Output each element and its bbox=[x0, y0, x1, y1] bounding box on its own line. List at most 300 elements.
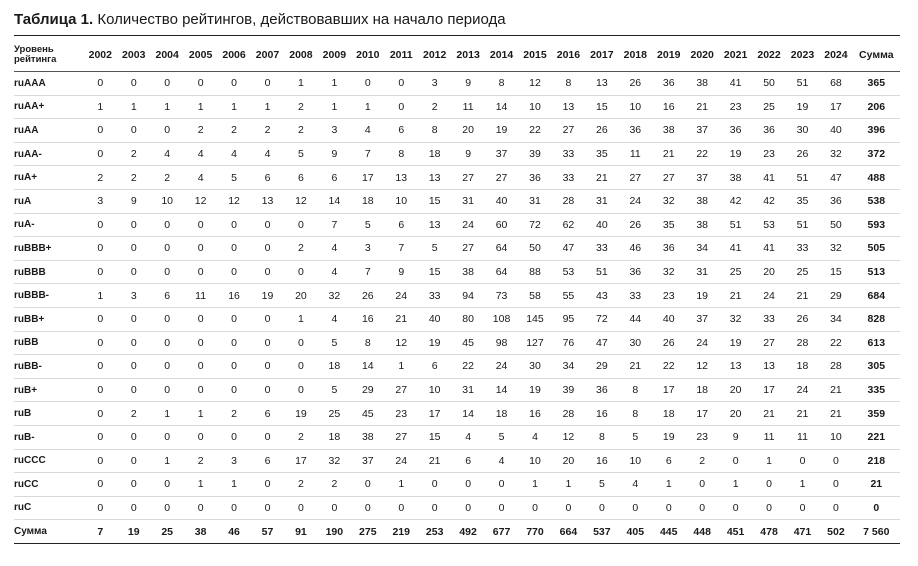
table-cell: 36 bbox=[752, 119, 785, 143]
table-cell: 1 bbox=[284, 72, 317, 96]
table-cell: 5 bbox=[318, 378, 351, 402]
table-cell: 19 bbox=[518, 378, 551, 402]
table-cell: 0 bbox=[552, 496, 585, 520]
table-cell: 22 bbox=[819, 331, 852, 355]
table-cell: 8 bbox=[385, 142, 418, 166]
row-sum-cell: 593 bbox=[853, 213, 900, 237]
table-cell: 445 bbox=[652, 520, 685, 544]
table-cell: 24 bbox=[752, 284, 785, 308]
table-cell: 4 bbox=[351, 119, 384, 143]
table-cell: 37 bbox=[485, 142, 518, 166]
table-cell: 0 bbox=[351, 473, 384, 497]
table-cell: 19 bbox=[719, 142, 752, 166]
table-cell: 0 bbox=[117, 331, 150, 355]
table-cell: 0 bbox=[619, 496, 652, 520]
table-cell: 4 bbox=[217, 142, 250, 166]
table-cell: 4 bbox=[318, 237, 351, 261]
table-cell: 51 bbox=[786, 213, 819, 237]
table-cell: 12 bbox=[685, 355, 718, 379]
table-cell: 0 bbox=[786, 496, 819, 520]
table-cell: 88 bbox=[518, 260, 551, 284]
table-cell: 0 bbox=[184, 496, 217, 520]
table-cell: 0 bbox=[652, 496, 685, 520]
table-cell: 0 bbox=[318, 496, 351, 520]
table-cell: 2 bbox=[117, 142, 150, 166]
column-header-level: Уровень рейтинга bbox=[14, 39, 84, 72]
table-cell: 1 bbox=[752, 449, 785, 473]
table-cell: 0 bbox=[184, 425, 217, 449]
table-cell: 21 bbox=[585, 166, 618, 190]
table-cell: 0 bbox=[485, 496, 518, 520]
row-sum-cell: 538 bbox=[853, 189, 900, 213]
table-cell: 4 bbox=[485, 449, 518, 473]
table-cell: 23 bbox=[719, 95, 752, 119]
table-cell: 0 bbox=[351, 72, 384, 96]
table-cell: 0 bbox=[719, 449, 752, 473]
table-cell: 36 bbox=[585, 378, 618, 402]
row-sum-cell: 513 bbox=[853, 260, 900, 284]
table-cell: 0 bbox=[217, 213, 250, 237]
table-cell: 1 bbox=[318, 95, 351, 119]
table-cell: 0 bbox=[819, 449, 852, 473]
table-cell: 13 bbox=[418, 213, 451, 237]
table-cell: 18 bbox=[652, 402, 685, 426]
table-cell: 41 bbox=[719, 72, 752, 96]
table-cell: 27 bbox=[451, 237, 484, 261]
table-cell: 7 bbox=[318, 213, 351, 237]
table-cell: 1 bbox=[84, 95, 117, 119]
table-cell: 19 bbox=[719, 331, 752, 355]
table-cell: 108 bbox=[485, 307, 518, 331]
table-title-number: Таблица 1. bbox=[14, 11, 94, 28]
column-header-year: 2007 bbox=[251, 39, 284, 72]
table-title bbox=[14, 11, 506, 29]
rating-level-label: ruBB+ bbox=[14, 307, 84, 331]
table-cell: 31 bbox=[518, 189, 551, 213]
table-cell: 16 bbox=[518, 402, 551, 426]
table-cell: 14 bbox=[318, 189, 351, 213]
table-cell: 8 bbox=[418, 119, 451, 143]
table-cell: 0 bbox=[184, 331, 217, 355]
ratings-table bbox=[14, 39, 900, 544]
table-cell: 0 bbox=[117, 449, 150, 473]
table-cell: 19 bbox=[786, 95, 819, 119]
table-cell: 44 bbox=[619, 307, 652, 331]
table-cell: 24 bbox=[485, 355, 518, 379]
table-cell: 0 bbox=[184, 355, 217, 379]
table-cell: 5 bbox=[418, 237, 451, 261]
table-cell: 4 bbox=[318, 260, 351, 284]
row-sum-cell: 0 bbox=[853, 496, 900, 520]
table-cell: 0 bbox=[84, 402, 117, 426]
rating-level-label: ruBBB- bbox=[14, 284, 84, 308]
table-cell: 18 bbox=[418, 142, 451, 166]
table-row bbox=[14, 307, 900, 331]
table-cell: 8 bbox=[585, 425, 618, 449]
table-cell: 677 bbox=[485, 520, 518, 544]
table-cell: 21 bbox=[786, 284, 819, 308]
table-cell: 0 bbox=[84, 119, 117, 143]
table-cell: 16 bbox=[585, 449, 618, 473]
column-header-year: 2019 bbox=[652, 39, 685, 72]
table-cell: 98 bbox=[485, 331, 518, 355]
rating-level-label: ruB- bbox=[14, 425, 84, 449]
table-cell: 2 bbox=[251, 119, 284, 143]
table-cell: 0 bbox=[284, 260, 317, 284]
table-cell: 6 bbox=[418, 355, 451, 379]
table-cell: 6 bbox=[385, 213, 418, 237]
table-cell: 4 bbox=[518, 425, 551, 449]
table-cell: 36 bbox=[819, 189, 852, 213]
row-sum-cell: 206 bbox=[853, 95, 900, 119]
table-cell: 21 bbox=[752, 402, 785, 426]
table-cell: 0 bbox=[485, 473, 518, 497]
table-cell: 35 bbox=[786, 189, 819, 213]
column-header-year: 2016 bbox=[552, 39, 585, 72]
table-cell: 1 bbox=[786, 473, 819, 497]
table-cell: 15 bbox=[585, 95, 618, 119]
table-cell: 0 bbox=[685, 473, 718, 497]
table-cell: 42 bbox=[752, 189, 785, 213]
table-cell: 32 bbox=[318, 284, 351, 308]
table-cell: 21 bbox=[786, 402, 819, 426]
table-cell: 7 bbox=[351, 142, 384, 166]
table-cell: 36 bbox=[719, 119, 752, 143]
table-cell: 2 bbox=[318, 473, 351, 497]
table-cell: 0 bbox=[150, 331, 183, 355]
table-cell: 0 bbox=[418, 496, 451, 520]
row-sum-cell: 359 bbox=[853, 402, 900, 426]
table-cell: 2 bbox=[84, 166, 117, 190]
table-cell: 31 bbox=[585, 189, 618, 213]
table-row bbox=[14, 237, 900, 261]
table-cell: 5 bbox=[284, 142, 317, 166]
table-cell: 27 bbox=[652, 166, 685, 190]
table-row bbox=[14, 142, 900, 166]
table-cell: 40 bbox=[418, 307, 451, 331]
table-cell: 40 bbox=[819, 119, 852, 143]
table-cell: 24 bbox=[385, 284, 418, 308]
table-cell: 2 bbox=[685, 449, 718, 473]
table-cell: 0 bbox=[284, 378, 317, 402]
table-cell: 1 bbox=[518, 473, 551, 497]
table-cell: 0 bbox=[284, 331, 317, 355]
table-cell: 7 bbox=[84, 520, 117, 544]
table-cell: 41 bbox=[752, 166, 785, 190]
table-cell: 13 bbox=[752, 355, 785, 379]
table-cell: 20 bbox=[719, 378, 752, 402]
table-cell: 20 bbox=[752, 260, 785, 284]
table-cell: 1 bbox=[117, 95, 150, 119]
table-cell: 21 bbox=[819, 378, 852, 402]
table-cell: 53 bbox=[752, 213, 785, 237]
table-cell: 1 bbox=[150, 95, 183, 119]
table-cell: 0 bbox=[251, 425, 284, 449]
table-cell: 12 bbox=[217, 189, 250, 213]
table-cell: 37 bbox=[685, 119, 718, 143]
table-cell: 0 bbox=[518, 496, 551, 520]
table-cell: 25 bbox=[150, 520, 183, 544]
table-cell: 91 bbox=[284, 520, 317, 544]
rating-level-label: ruB bbox=[14, 402, 84, 426]
table-cell: 6 bbox=[385, 119, 418, 143]
table-row bbox=[14, 213, 900, 237]
table-cell: 0 bbox=[150, 213, 183, 237]
table-cell: 27 bbox=[619, 166, 652, 190]
column-header-year: 2013 bbox=[451, 39, 484, 72]
table-cell: 0 bbox=[284, 355, 317, 379]
table-row bbox=[14, 166, 900, 190]
table-cell: 1 bbox=[719, 473, 752, 497]
table-cell: 27 bbox=[485, 166, 518, 190]
row-sum-cell: 684 bbox=[853, 284, 900, 308]
table-cell: 53 bbox=[552, 260, 585, 284]
table-cell: 13 bbox=[418, 166, 451, 190]
table-cell: 0 bbox=[117, 237, 150, 261]
table-row bbox=[14, 402, 900, 426]
table-cell: 60 bbox=[485, 213, 518, 237]
column-header-year: 2008 bbox=[284, 39, 317, 72]
table-cell: 127 bbox=[518, 331, 551, 355]
table-cell: 5 bbox=[318, 331, 351, 355]
table-row bbox=[14, 119, 900, 143]
table-cell: 0 bbox=[385, 496, 418, 520]
table-cell: 64 bbox=[485, 237, 518, 261]
table-cell: 22 bbox=[685, 142, 718, 166]
table-cell: 8 bbox=[619, 378, 652, 402]
table-cell: 32 bbox=[652, 189, 685, 213]
table-cell: 35 bbox=[585, 142, 618, 166]
table-cell: 27 bbox=[385, 378, 418, 402]
table-cell: 0 bbox=[150, 260, 183, 284]
table-cell: 24 bbox=[786, 378, 819, 402]
table-title-text: Количество рейтингов, действовавших на начало периода bbox=[93, 11, 506, 28]
table-cell: 19 bbox=[418, 331, 451, 355]
table-cell: 18 bbox=[685, 378, 718, 402]
table-cell: 19 bbox=[652, 425, 685, 449]
row-sum-cell: 335 bbox=[853, 378, 900, 402]
table-cell: 27 bbox=[552, 119, 585, 143]
table-cell: 10 bbox=[518, 95, 551, 119]
table-cell: 0 bbox=[84, 425, 117, 449]
rating-level-label: ruBB bbox=[14, 331, 84, 355]
table-header-row bbox=[14, 39, 900, 72]
table-cell: 1 bbox=[385, 355, 418, 379]
table-cell: 11 bbox=[752, 425, 785, 449]
table-cell: 0 bbox=[117, 355, 150, 379]
table-cell: 12 bbox=[284, 189, 317, 213]
table-row bbox=[14, 331, 900, 355]
table-cell: 33 bbox=[752, 307, 785, 331]
table-cell: 2 bbox=[284, 119, 317, 143]
rating-level-label: ruA+ bbox=[14, 166, 84, 190]
table-cell: 17 bbox=[351, 166, 384, 190]
row-sum-cell: 488 bbox=[853, 166, 900, 190]
table-cell: 0 bbox=[752, 473, 785, 497]
rating-level-label: ruBBB+ bbox=[14, 237, 84, 261]
table-cell: 26 bbox=[652, 331, 685, 355]
column-header-year: 2021 bbox=[719, 39, 752, 72]
row-sum-cell: 396 bbox=[853, 119, 900, 143]
table-cell: 17 bbox=[418, 402, 451, 426]
table-cell: 35 bbox=[652, 213, 685, 237]
table-cell: 0 bbox=[251, 72, 284, 96]
table-cell: 23 bbox=[652, 284, 685, 308]
table-cell: 16 bbox=[652, 95, 685, 119]
table-cell: 38 bbox=[685, 213, 718, 237]
table-cell: 22 bbox=[518, 119, 551, 143]
table-cell: 502 bbox=[819, 520, 852, 544]
table-cell: 0 bbox=[150, 119, 183, 143]
table-cell: 0 bbox=[117, 378, 150, 402]
table-cell: 0 bbox=[84, 378, 117, 402]
table-row bbox=[14, 449, 900, 473]
row-sum-cell: 613 bbox=[853, 331, 900, 355]
table-cell: 40 bbox=[585, 213, 618, 237]
table-cell: 770 bbox=[518, 520, 551, 544]
table-cell: 5 bbox=[351, 213, 384, 237]
table-cell: 31 bbox=[451, 189, 484, 213]
table-cell: 451 bbox=[719, 520, 752, 544]
column-header-year: 2014 bbox=[485, 39, 518, 72]
table-cell: 33 bbox=[418, 284, 451, 308]
rating-level-label: ruB+ bbox=[14, 378, 84, 402]
table-cell: 6 bbox=[251, 166, 284, 190]
table-cell: 448 bbox=[685, 520, 718, 544]
table-cell: 0 bbox=[117, 119, 150, 143]
table-cell: 25 bbox=[719, 260, 752, 284]
table-cell: 12 bbox=[518, 72, 551, 96]
table-cell: 51 bbox=[585, 260, 618, 284]
table-cell: 6 bbox=[251, 449, 284, 473]
table-cell: 0 bbox=[117, 213, 150, 237]
table-cell: 9 bbox=[719, 425, 752, 449]
table-cell: 16 bbox=[217, 284, 250, 308]
column-header-year: 2003 bbox=[117, 39, 150, 72]
table-cell: 7 bbox=[351, 260, 384, 284]
table-cell: 4 bbox=[150, 142, 183, 166]
table-cell: 37 bbox=[685, 166, 718, 190]
table-cell: 29 bbox=[585, 355, 618, 379]
table-cell: 0 bbox=[217, 260, 250, 284]
table-cell: 18 bbox=[318, 425, 351, 449]
table-cell: 17 bbox=[284, 449, 317, 473]
table-cell: 26 bbox=[351, 284, 384, 308]
table-cell: 0 bbox=[251, 213, 284, 237]
table-cell: 39 bbox=[518, 142, 551, 166]
table-cell: 51 bbox=[786, 166, 819, 190]
table-cell: 17 bbox=[685, 402, 718, 426]
table-cell: 16 bbox=[585, 402, 618, 426]
table-cell: 38 bbox=[351, 425, 384, 449]
table-cell: 25 bbox=[752, 95, 785, 119]
table-cell: 2 bbox=[284, 237, 317, 261]
table-cell: 3 bbox=[217, 449, 250, 473]
rating-level-label: ruAAA bbox=[14, 72, 84, 96]
column-header-year: 2004 bbox=[150, 39, 183, 72]
table-cell: 29 bbox=[819, 284, 852, 308]
table-cell: 22 bbox=[652, 355, 685, 379]
table-cell: 0 bbox=[217, 496, 250, 520]
table-cell: 23 bbox=[752, 142, 785, 166]
table-cell: 8 bbox=[552, 72, 585, 96]
rating-level-label: ruCC bbox=[14, 473, 84, 497]
table-cell: 14 bbox=[485, 95, 518, 119]
table-cell: 14 bbox=[485, 378, 518, 402]
table-cell: 0 bbox=[84, 260, 117, 284]
table-cell: 0 bbox=[150, 72, 183, 96]
table-cell: 12 bbox=[184, 189, 217, 213]
table-cell: 10 bbox=[819, 425, 852, 449]
column-header-year: 2011 bbox=[385, 39, 418, 72]
column-header-year: 2009 bbox=[318, 39, 351, 72]
table-cell: 0 bbox=[284, 213, 317, 237]
table-cell: 537 bbox=[585, 520, 618, 544]
table-cell: 24 bbox=[685, 331, 718, 355]
table-cell: 8 bbox=[619, 402, 652, 426]
table-cell: 47 bbox=[552, 237, 585, 261]
column-header-year: 2010 bbox=[351, 39, 384, 72]
table-row bbox=[14, 189, 900, 213]
table-cell: 36 bbox=[652, 72, 685, 96]
table-cell: 15 bbox=[418, 260, 451, 284]
row-sum-cell: 7 560 bbox=[853, 520, 900, 544]
table-cell: 10 bbox=[518, 449, 551, 473]
table-row bbox=[14, 473, 900, 497]
table-cell: 4 bbox=[184, 166, 217, 190]
table-cell: 10 bbox=[385, 189, 418, 213]
table-cell: 10 bbox=[150, 189, 183, 213]
column-header-year: 2006 bbox=[217, 39, 250, 72]
table-cell: 21 bbox=[385, 307, 418, 331]
table-cell: 38 bbox=[451, 260, 484, 284]
table-cell: 0 bbox=[819, 473, 852, 497]
table-cell: 38 bbox=[652, 119, 685, 143]
table-cell: 28 bbox=[552, 189, 585, 213]
row-sum-cell: 505 bbox=[853, 237, 900, 261]
column-header-year: 2020 bbox=[685, 39, 718, 72]
table-cell: 12 bbox=[385, 331, 418, 355]
column-header-year: 2012 bbox=[418, 39, 451, 72]
table-cell: 2 bbox=[150, 166, 183, 190]
table-cell: 19 bbox=[685, 284, 718, 308]
table-cell: 17 bbox=[819, 95, 852, 119]
table-cell: 27 bbox=[752, 331, 785, 355]
table-cell: 0 bbox=[251, 378, 284, 402]
table-cell: 1 bbox=[217, 95, 250, 119]
table-cell: 19 bbox=[485, 119, 518, 143]
table-cell: 0 bbox=[117, 473, 150, 497]
table-cell: 28 bbox=[552, 402, 585, 426]
table-row bbox=[14, 496, 900, 520]
table-cell: 1 bbox=[184, 402, 217, 426]
table-cell: 6 bbox=[652, 449, 685, 473]
rating-level-label: ruBB- bbox=[14, 355, 84, 379]
table-cell: 2 bbox=[284, 425, 317, 449]
table-cell: 15 bbox=[418, 425, 451, 449]
table-cell: 72 bbox=[518, 213, 551, 237]
table-cell: 13 bbox=[719, 355, 752, 379]
table-cell: 8 bbox=[351, 331, 384, 355]
table-cell: 24 bbox=[619, 189, 652, 213]
column-header-year: 2005 bbox=[184, 39, 217, 72]
table-cell: 0 bbox=[84, 331, 117, 355]
table-cell: 0 bbox=[217, 307, 250, 331]
table-cell: 0 bbox=[84, 473, 117, 497]
table-cell: 18 bbox=[351, 189, 384, 213]
table-cell: 6 bbox=[318, 166, 351, 190]
table-cell: 4 bbox=[251, 142, 284, 166]
